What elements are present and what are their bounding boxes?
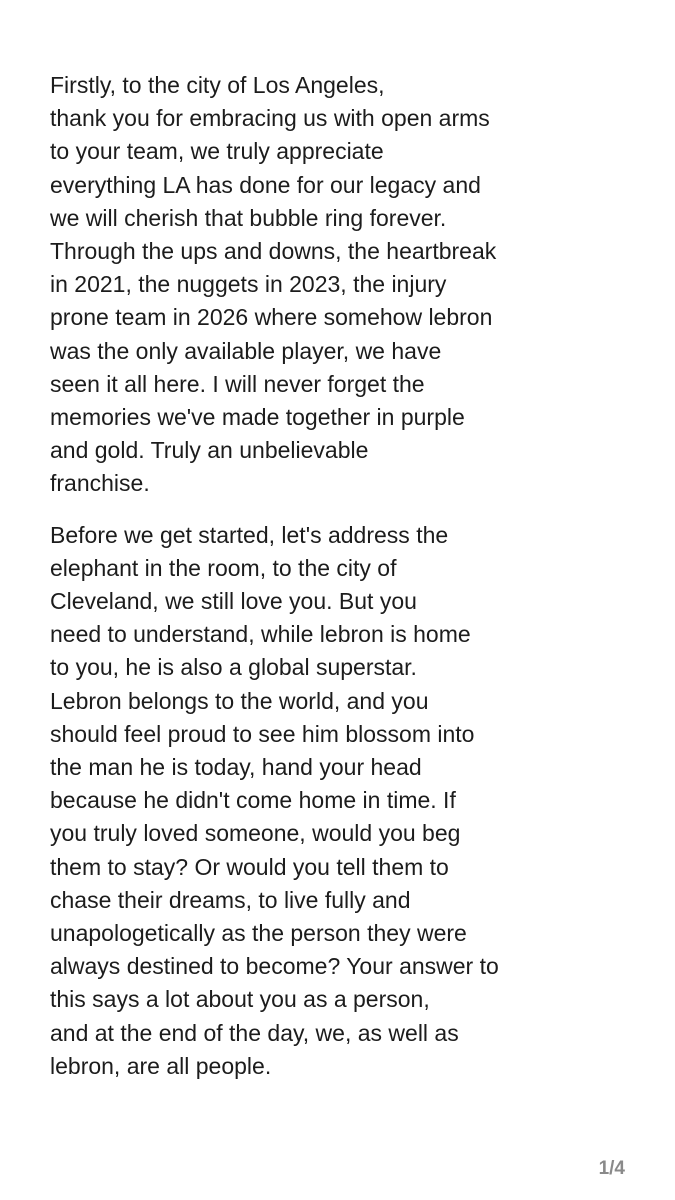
text-line: Through the ups and downs, the heartbreak [50, 238, 497, 265]
text-line: the man he is today, hand your head [50, 754, 422, 781]
text-line: chase their dreams, to live fully and [50, 886, 411, 913]
text-line: Cleveland, we still love you. But you [50, 588, 417, 615]
text-line: elephant in the room, to the city of [50, 554, 397, 581]
text-line: you truly loved someone, would you beg [50, 820, 461, 847]
text-line: everything LA has done for our legacy and [50, 171, 481, 198]
page-indicator: 1/4 [598, 1158, 625, 1179]
paragraph-la [50, 69, 630, 501]
text-line: Before we get started, let's address the [50, 521, 449, 548]
text-line: franchise. [50, 470, 150, 497]
text-line: and at the end of the day, we, as well as [50, 1019, 459, 1046]
text-line: and gold. Truly an unbelievable [50, 437, 369, 464]
text-line: was the only available player, we have [50, 337, 442, 364]
text-line: prone team in 2026 where somehow lebron [50, 304, 493, 331]
text-line: in 2021, the nuggets in 2023, the injury [50, 271, 447, 298]
text-line: always destined to become? Your answer to [50, 953, 499, 980]
text-line: to you, he is also a global superstar. [50, 654, 417, 681]
text-line: them to stay? Or would you tell them to [50, 853, 449, 880]
text-line: seen it all here. I will never forget the [50, 370, 425, 397]
text-line: Lebron belongs to the world, and you [50, 687, 429, 714]
text-line: Firstly, to the city of Los Angeles, [50, 72, 385, 98]
text-line: thank you for embracing us with open arms [50, 105, 490, 132]
text-line: because he didn't come home in time. If [50, 787, 456, 814]
text-line: unapologetically as the person they were [50, 920, 467, 947]
text-line: we will cherish that bubble ring forever. [50, 204, 447, 231]
document-body [50, 69, 630, 1083]
text-line: to your team, we truly appreciate [50, 138, 384, 165]
text-line: should feel proud to see him blossom into [50, 720, 475, 747]
text-line: memories we've made together in purple [50, 404, 465, 431]
text-line: this says a lot about you as a person, [50, 986, 430, 1013]
text-line: lebron, are all people. [50, 1052, 272, 1079]
paragraph-cleveland [50, 519, 630, 1083]
text-line: need to understand, while lebron is home [50, 621, 471, 648]
